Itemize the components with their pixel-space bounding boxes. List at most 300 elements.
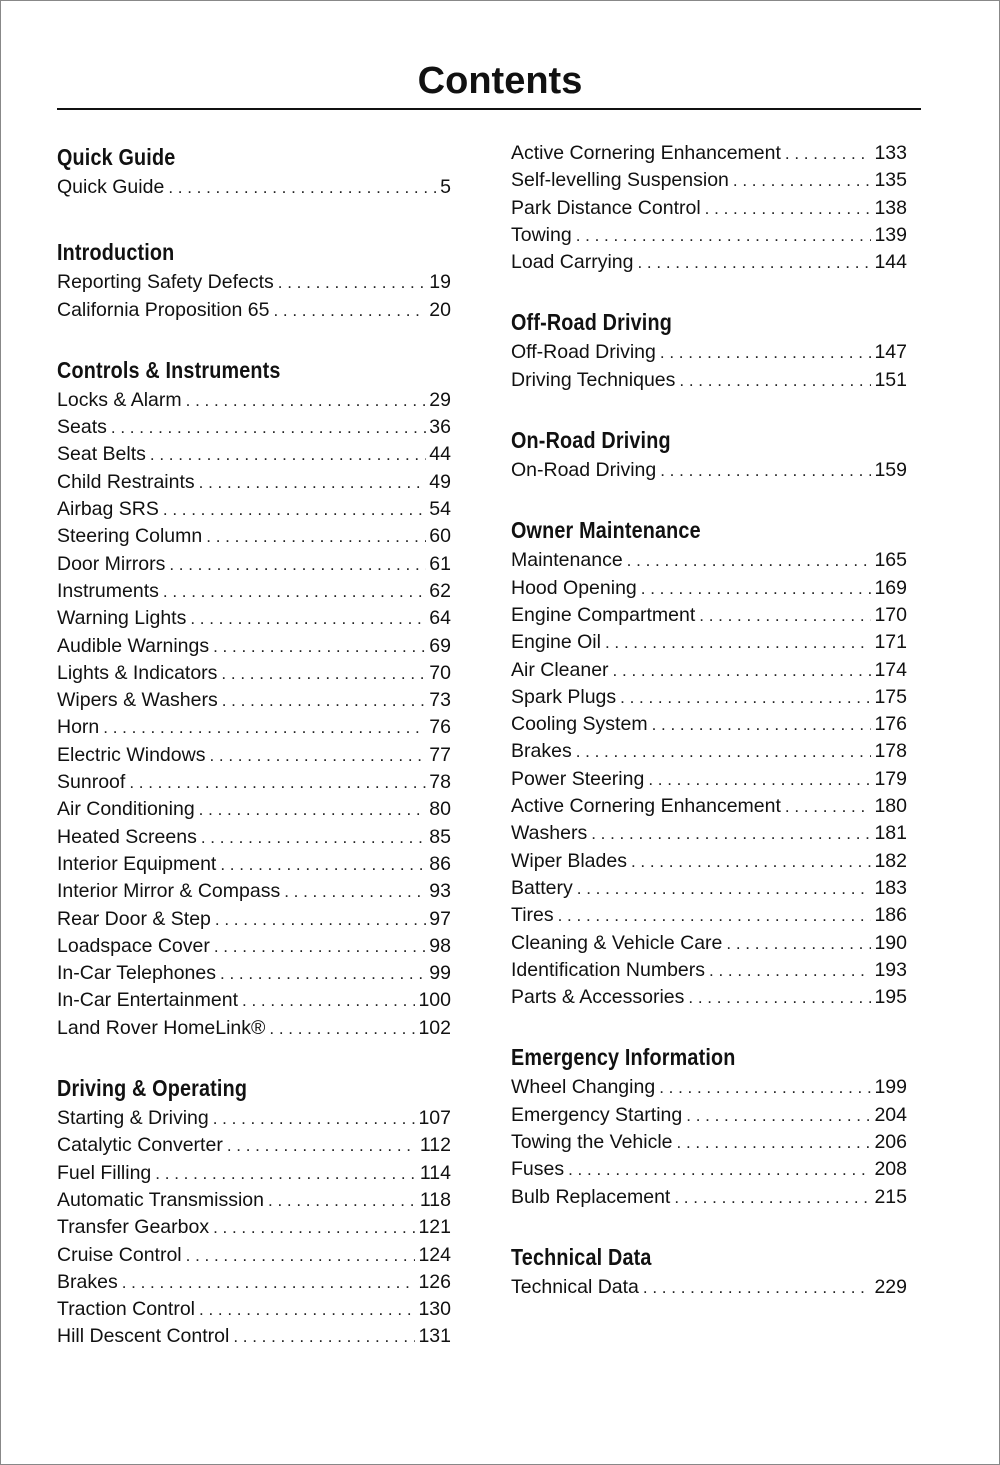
dot-leader — [221, 660, 426, 687]
dot-leader — [206, 523, 426, 550]
toc-entry — [57, 660, 451, 687]
toc-entry — [57, 1187, 451, 1214]
toc-entry-title: Airbag SRS — [57, 498, 159, 521]
toc-entry-title: California Proposition 65 — [57, 298, 270, 321]
toc-entry-title: Rear Door & Step — [57, 907, 211, 930]
toc-entry — [511, 1129, 907, 1156]
toc-entry-title: Park Distance Control — [511, 196, 701, 219]
toc-entry — [57, 578, 451, 605]
toc-entry-title: Driving Techniques — [511, 368, 676, 391]
toc-entry-page-number: 102 — [418, 1016, 451, 1039]
dot-leader — [284, 878, 426, 905]
toc-entry — [511, 1184, 907, 1211]
dot-leader — [659, 1074, 871, 1101]
toc-entry-page-number: 97 — [429, 907, 451, 930]
toc-entry-page-number: 215 — [874, 1185, 907, 1208]
toc-section-driving-operating — [57, 1071, 451, 1351]
toc-entry — [57, 605, 451, 632]
toc-entry — [57, 633, 451, 660]
toc-entry — [511, 711, 907, 738]
section-heading: On-Road Driving — [511, 427, 671, 454]
dot-leader — [785, 793, 872, 820]
toc-entry-page-number: 20 — [429, 298, 451, 321]
toc-entry-title: Air Conditioning — [57, 798, 195, 821]
toc-entry-page-number: 112 — [419, 1134, 451, 1157]
dot-leader — [613, 657, 872, 684]
dot-leader — [660, 339, 872, 366]
toc-entry — [511, 547, 907, 574]
toc-entry-page-number: 118 — [419, 1188, 451, 1211]
toc-entry-title: Loadspace Cover — [57, 934, 210, 957]
toc-entry-page-number: 182 — [874, 849, 907, 872]
toc-entry — [511, 902, 907, 929]
toc-entry-page-number: 61 — [429, 552, 451, 575]
toc-entry-page-number: 78 — [429, 771, 451, 794]
toc-entry — [511, 657, 907, 684]
section-heading: Introduction — [57, 239, 175, 266]
toc-entry-page-number: 130 — [418, 1298, 451, 1321]
toc-entry-list — [511, 339, 907, 394]
toc-entry — [511, 1102, 907, 1129]
section-heading: Owner Maintenance — [511, 517, 701, 544]
dot-leader — [199, 469, 427, 496]
dot-leader — [220, 960, 426, 987]
dot-leader — [686, 1102, 871, 1129]
toc-entry-page-number: 195 — [874, 986, 907, 1009]
dot-leader — [220, 851, 426, 878]
dot-leader — [631, 848, 871, 875]
toc-entry — [511, 629, 907, 656]
toc-entry — [57, 960, 451, 987]
toc-entry-page-number: 54 — [429, 498, 451, 521]
toc-entry — [57, 1132, 451, 1159]
dot-leader — [699, 602, 871, 629]
toc-entry-title: Wipers & Washers — [57, 689, 218, 712]
dot-leader — [705, 195, 872, 222]
dot-leader — [620, 684, 871, 711]
dot-leader — [726, 930, 871, 957]
toc-entry — [57, 796, 451, 823]
toc-entry — [511, 222, 907, 249]
toc-entry — [57, 1242, 451, 1269]
dot-leader — [577, 875, 872, 902]
toc-entry-title: Wiper Blades — [511, 849, 627, 872]
toc-entry-title: Horn — [57, 716, 100, 739]
toc-entry-title: Identification Numbers — [511, 958, 706, 981]
toc-entry-page-number: 183 — [874, 876, 907, 899]
page-title: Contents — [417, 60, 583, 102]
toc-entry — [57, 1214, 451, 1241]
dot-leader — [627, 547, 872, 574]
dot-leader — [163, 578, 426, 605]
toc-entry-title: Washers — [511, 822, 588, 845]
toc-entry-page-number: 73 — [429, 689, 451, 712]
toc-section-technical-data — [511, 1240, 907, 1301]
toc-entry-page-number: 179 — [874, 767, 907, 790]
dot-leader — [679, 367, 871, 394]
dot-leader — [122, 1269, 416, 1296]
toc-entry-list — [57, 387, 451, 1042]
dot-leader — [190, 605, 426, 632]
toc-entry-page-number: 176 — [874, 713, 907, 736]
toc-entry-page-number: 147 — [874, 341, 907, 364]
dot-leader — [605, 629, 871, 656]
dot-leader — [209, 742, 426, 769]
toc-entry-title: Cleaning & Vehicle Care — [511, 931, 723, 954]
toc-entry-title: Child Restraints — [57, 470, 195, 493]
dot-leader — [233, 1323, 415, 1350]
dot-leader — [733, 167, 872, 194]
toc-entry — [57, 987, 451, 1014]
toc-entry-list — [57, 1105, 451, 1351]
dot-leader — [213, 1214, 415, 1241]
toc-entry — [57, 851, 451, 878]
dot-leader — [785, 140, 872, 167]
toc-entry-list — [57, 174, 451, 201]
dot-leader — [103, 714, 426, 741]
toc-entry-page-number: 190 — [874, 931, 907, 954]
toc-entry-title: Cooling System — [511, 713, 648, 736]
toc-entry-list — [57, 269, 451, 324]
toc-entry-page-number: 98 — [429, 934, 451, 957]
toc-entry-page-number: 181 — [874, 822, 907, 845]
dot-leader — [150, 441, 426, 468]
toc-entry-list — [511, 1074, 907, 1210]
dot-leader — [677, 1129, 872, 1156]
toc-entry — [57, 933, 451, 960]
dot-leader — [213, 633, 426, 660]
toc-entry — [57, 469, 451, 496]
dot-leader — [242, 987, 415, 1014]
toc-entry — [511, 249, 907, 276]
dot-leader — [199, 1296, 415, 1323]
toc-entry — [57, 297, 451, 324]
toc-entry-page-number: 139 — [874, 223, 907, 246]
section-heading: Off-Road Driving — [511, 309, 672, 336]
toc-entry-title: Heated Screens — [57, 825, 197, 848]
toc-entry-title: Traction Control — [57, 1298, 195, 1321]
toc-entry-title: Interior Equipment — [57, 852, 217, 875]
dot-leader — [215, 906, 426, 933]
title-rule — [57, 108, 921, 110]
toc-section-introduction — [57, 235, 451, 324]
toc-entry-title: Land Rover HomeLink® — [57, 1016, 266, 1039]
dot-leader — [186, 387, 427, 414]
toc-entry — [511, 930, 907, 957]
dot-leader — [576, 738, 872, 765]
dot-leader — [641, 575, 872, 602]
toc-entry-page-number: 193 — [874, 958, 907, 981]
toc-entry-page-number: 121 — [418, 1216, 451, 1239]
toc-entry — [57, 1323, 451, 1350]
dot-leader — [201, 824, 426, 851]
toc-section-quick-guide — [57, 140, 451, 201]
toc-entry — [511, 140, 907, 167]
toc-entry — [511, 766, 907, 793]
dot-leader — [709, 957, 871, 984]
toc-entry-page-number: 107 — [418, 1107, 451, 1130]
toc-entry-title: Self-levelling Suspension — [511, 169, 729, 192]
dot-leader — [227, 1132, 417, 1159]
dot-leader — [643, 1274, 872, 1301]
toc-entry-page-number: 186 — [874, 904, 907, 927]
toc-section-controls-instruments — [57, 353, 451, 1042]
dot-leader — [186, 1242, 416, 1269]
toc-entry-title: Technical Data — [511, 1275, 639, 1298]
toc-entry-page-number: 100 — [418, 989, 451, 1012]
toc-entry-page-number: 124 — [418, 1243, 451, 1266]
toc-entry — [511, 820, 907, 847]
toc-entry-page-number: 229 — [874, 1275, 907, 1298]
toc-entry-title: Active Cornering Enhancement — [511, 142, 781, 164]
toc-entry-title: Air Cleaner — [511, 658, 609, 681]
toc-entry-title: Hood Opening — [511, 576, 637, 599]
section-heading: Emergency Information — [511, 1044, 736, 1071]
toc-entry — [57, 441, 451, 468]
toc-entry-page-number: 206 — [874, 1131, 907, 1154]
toc-entry-title: Power Steering — [511, 767, 645, 790]
dot-leader — [278, 269, 427, 296]
toc-entry-title: Brakes — [511, 740, 572, 763]
toc-entry-page-number: 5 — [440, 176, 451, 198]
section-heading: Technical Data — [511, 1243, 652, 1270]
toc-entry-page-number: 62 — [429, 579, 451, 602]
toc-entry-page-number: 204 — [874, 1103, 907, 1126]
toc-entry — [511, 457, 907, 484]
toc-entry-page-number: 208 — [874, 1158, 907, 1181]
toc-entry-page-number: 80 — [429, 798, 451, 821]
toc-entry-page-number: 114 — [419, 1161, 451, 1184]
toc-entry-page-number: 159 — [874, 459, 907, 482]
toc-entry — [57, 1105, 451, 1132]
dot-leader — [637, 249, 871, 276]
toc-entry-list — [511, 547, 907, 1011]
toc-entry-page-number: 165 — [874, 549, 907, 572]
toc-entry — [511, 793, 907, 820]
toc-entry — [511, 738, 907, 765]
toc-entry-title: Transfer Gearbox — [57, 1216, 210, 1239]
toc-entry-page-number: 131 — [418, 1325, 451, 1348]
toc-entry-page-number: 180 — [874, 795, 907, 818]
toc-entry — [57, 551, 451, 578]
toc-entry-page-number: 44 — [429, 443, 451, 466]
section-heading: Controls & Instruments — [57, 356, 281, 383]
toc-entry — [57, 269, 451, 296]
toc-entry-page-number: 170 — [874, 603, 907, 626]
dot-leader — [213, 1105, 416, 1132]
toc-entry-title: Catalytic Converter — [57, 1134, 223, 1157]
toc-entry-page-number: 69 — [429, 634, 451, 657]
toc-entry-list — [511, 140, 907, 276]
toc-entry — [511, 957, 907, 984]
dot-leader — [576, 222, 872, 249]
toc-entry-page-number: 49 — [429, 470, 451, 493]
toc-entry-page-number: 133 — [874, 142, 907, 164]
dot-leader — [268, 1187, 417, 1214]
toc-entry-title: Quick Guide — [57, 176, 165, 198]
toc-entry-title: Warning Lights — [57, 607, 187, 630]
toc-entry-title: In-Car Telephones — [57, 962, 216, 985]
toc-section-on-road-driving — [511, 423, 907, 484]
toc-entry-title: Reporting Safety Defects — [57, 271, 274, 294]
toc-entry-title: Active Cornering Enhancement — [511, 795, 781, 818]
dot-leader — [648, 766, 871, 793]
toc-entry-title: On-Road Driving — [511, 459, 657, 482]
toc-entry-page-number: 175 — [874, 685, 907, 708]
toc-entry-title: Seat Belts — [57, 443, 146, 466]
toc-entry — [57, 878, 451, 905]
toc-entry-title: Fuel Filling — [57, 1161, 152, 1184]
toc-entry — [57, 1269, 451, 1296]
toc-entry-page-number: 144 — [874, 251, 907, 274]
dot-leader — [688, 984, 871, 1011]
toc-entry — [57, 687, 451, 714]
toc-entry-title: Steering Column — [57, 525, 203, 548]
toc-entry-page-number: 178 — [874, 740, 907, 763]
toc-entry-title: Maintenance — [511, 549, 623, 572]
toc-entry-page-number: 171 — [874, 631, 907, 654]
toc-entry-title: Seats — [57, 416, 107, 439]
dot-leader — [568, 1156, 871, 1183]
dot-leader — [558, 902, 872, 929]
toc-entry — [511, 575, 907, 602]
toc-entry — [57, 523, 451, 550]
dot-leader — [129, 769, 426, 796]
toc-entry-title: Towing — [511, 223, 572, 246]
toc-entry-title: Engine Oil — [511, 631, 601, 654]
toc-entry-page-number: 169 — [874, 576, 907, 599]
dot-leader — [199, 796, 427, 823]
toc-entry-title: Towing the Vehicle — [511, 1131, 673, 1154]
dot-leader — [652, 711, 872, 738]
toc-entry-title: Door Mirrors — [57, 552, 166, 575]
toc-entry-title: Load Carrying — [511, 251, 634, 274]
toc-entry-title: Brakes — [57, 1270, 118, 1293]
toc-entry — [511, 684, 907, 711]
toc-entry-page-number: 174 — [874, 658, 907, 681]
toc-entry-page-number: 77 — [429, 743, 451, 766]
toc-entry-page-number: 93 — [429, 880, 451, 903]
toc-entry-title: Engine Compartment — [511, 603, 696, 626]
toc-entry-title: Spark Plugs — [511, 685, 617, 708]
toc-entry-title: Electric Windows — [57, 743, 206, 766]
section-heading: Quick Guide — [57, 144, 176, 170]
toc-entry-page-number: 138 — [874, 196, 907, 219]
toc-entry-title: Starting & Driving — [57, 1107, 209, 1130]
toc-entry-page-number: 19 — [429, 271, 451, 294]
toc-entry-page-number: 151 — [874, 368, 907, 391]
toc-entry-list — [511, 1274, 907, 1301]
toc-entry — [57, 742, 451, 769]
toc-entry — [57, 906, 451, 933]
dot-leader — [660, 457, 871, 484]
toc-entry-page-number: 36 — [429, 416, 451, 439]
toc-entry-title: Lights & Indicators — [57, 661, 218, 684]
toc-entry — [511, 195, 907, 222]
toc-entry — [57, 1015, 451, 1042]
toc-entry-page-number: 86 — [429, 852, 451, 875]
toc-entry-page-number: 29 — [429, 388, 451, 411]
dot-leader — [273, 297, 426, 324]
toc-entry-title: Sunroof — [57, 771, 126, 794]
toc-entry-title: Interior Mirror & Compass — [57, 880, 281, 903]
toc-entry — [57, 824, 451, 851]
toc-section-owner-maintenance — [511, 513, 907, 1011]
toc-entry-title: Tires — [511, 904, 554, 927]
toc-section-off-road-driving — [511, 305, 907, 394]
toc-entry-page-number: 135 — [874, 169, 907, 192]
toc-entry-title: Locks & Alarm — [57, 388, 182, 411]
toc-entry — [511, 1274, 907, 1301]
dot-leader — [163, 496, 426, 523]
toc-entry-page-number: 60 — [429, 525, 451, 548]
section-heading: Driving & Operating — [57, 1075, 248, 1102]
toc-entry-title: Bulb Replacement — [511, 1185, 671, 1208]
dot-leader — [169, 551, 426, 578]
toc-entry-title: Hill Descent Control — [57, 1325, 230, 1348]
dot-leader — [591, 820, 871, 847]
dot-leader — [674, 1184, 871, 1211]
toc-entry-title: In-Car Entertainment — [57, 989, 238, 1012]
toc-entry-list — [511, 457, 907, 484]
toc-entry-title: Off-Road Driving — [511, 341, 656, 364]
toc-entry — [57, 387, 451, 414]
toc-entry — [511, 367, 907, 394]
toc-entry-page-number: 199 — [874, 1076, 907, 1099]
toc-entry-page-number: 126 — [418, 1270, 451, 1293]
dot-leader — [168, 174, 437, 201]
toc-section-emergency-information — [511, 1040, 907, 1210]
toc-entry — [57, 1160, 451, 1187]
toc-entry — [57, 496, 451, 523]
toc-entry — [57, 174, 451, 201]
dot-leader — [155, 1160, 417, 1187]
toc-entry-title: Audible Warnings — [57, 634, 210, 657]
toc-entry-title: Instruments — [57, 579, 159, 602]
toc-entry-title: Emergency Starting — [511, 1103, 683, 1126]
toc-entry-title: Wheel Changing — [511, 1076, 656, 1099]
dot-leader — [214, 933, 426, 960]
toc-entry — [511, 984, 907, 1011]
toc-right-column — [511, 140, 907, 1330]
toc-entry — [511, 1074, 907, 1101]
toc-entry-title: Fuses — [511, 1158, 565, 1181]
toc-entry — [511, 167, 907, 194]
toc-left-column — [57, 140, 451, 1380]
toc-section-continued — [511, 140, 907, 276]
toc-entry — [57, 714, 451, 741]
toc-entry-title: Cruise Control — [57, 1243, 182, 1266]
dot-leader — [222, 687, 427, 714]
toc-entry-title: Battery — [511, 876, 573, 899]
toc-entry-title: Automatic Transmission — [57, 1188, 264, 1211]
toc-entry-page-number: 64 — [429, 607, 451, 630]
toc-entry-page-number: 99 — [429, 962, 451, 985]
toc-entry — [57, 414, 451, 441]
toc-entry — [57, 769, 451, 796]
toc-entry — [511, 602, 907, 629]
toc-entry — [57, 1296, 451, 1323]
toc-entry — [511, 1156, 907, 1183]
toc-entry-title: Parts & Accessories — [511, 986, 685, 1009]
toc-entry-page-number: 85 — [429, 825, 451, 848]
toc-entry — [511, 848, 907, 875]
toc-entry — [511, 875, 907, 902]
toc-entry — [511, 339, 907, 366]
toc-entry-page-number: 70 — [429, 661, 451, 684]
toc-entry-page-number: 76 — [429, 716, 451, 739]
dot-leader — [269, 1015, 415, 1042]
